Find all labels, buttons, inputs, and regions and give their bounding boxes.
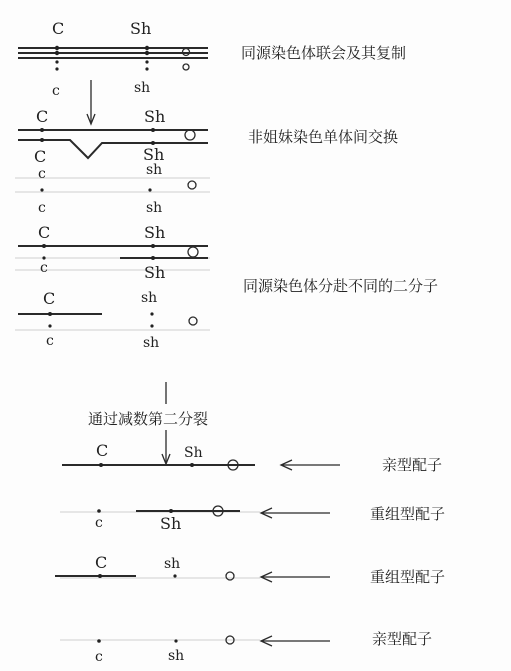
gene-label-Sh: Sh	[144, 107, 166, 126]
gene-label-sh: sh	[141, 290, 158, 306]
centromere	[185, 130, 195, 140]
gene-label-c: c	[95, 515, 103, 531]
caption-gamete3: 重组型配子	[370, 568, 446, 586]
centromere	[188, 181, 196, 189]
gamete-row-2	[95, 505, 445, 533]
caption-crossover: 非姐妹染色单体间交换	[248, 128, 399, 146]
gene-label-C: C	[38, 223, 51, 242]
gene-label-C: C	[95, 553, 108, 572]
gene-label-sh: sh	[146, 162, 163, 178]
gamete-row-1	[62, 441, 442, 474]
gene-label-C: C	[36, 107, 49, 126]
gene-label-sh: sh	[134, 80, 151, 96]
gamete-row-3	[55, 553, 445, 586]
arrow-down-1	[87, 80, 95, 124]
centromere	[189, 317, 197, 325]
gene-label-Sh: Sh	[160, 514, 182, 533]
stage-synapsis	[18, 19, 406, 99]
stage-recombined	[18, 223, 208, 282]
gene-label-sh: sh	[168, 648, 185, 664]
gene-label-c: c	[95, 649, 103, 665]
gene-label-Sh: Sh	[184, 445, 203, 461]
gamete-row-4	[95, 630, 432, 665]
caption-gamete2: 重组型配子	[370, 505, 446, 523]
gene-label-sh: sh	[164, 556, 181, 572]
gene-label-C: C	[43, 289, 56, 308]
gene-label-Sh: Sh	[143, 145, 165, 164]
gene-label-c: c	[46, 333, 54, 349]
centromere	[226, 572, 234, 580]
gene-label-Sh: Sh	[130, 19, 152, 38]
caption-meiosis2: 通过减数第二分裂	[88, 410, 209, 428]
gene-label-C: C	[52, 19, 65, 38]
centromere	[183, 64, 189, 70]
centromere	[188, 247, 198, 257]
gene-label-sh: sh	[143, 335, 160, 351]
caption-gamete1: 亲型配子	[382, 456, 443, 474]
stage-crossover	[18, 107, 398, 216]
gene-label-c: c	[40, 260, 48, 276]
gene-label-c: c	[38, 166, 46, 182]
faint-guides	[15, 178, 260, 640]
caption-separation: 同源染色体分赴不同的二分子	[243, 277, 439, 295]
gene-label-Sh: Sh	[144, 263, 166, 282]
gene-label-C: C	[34, 147, 47, 166]
gene-label-sh: sh	[146, 200, 163, 216]
caption-gamete4: 亲型配子	[372, 630, 433, 648]
gene-label-c: c	[52, 83, 60, 99]
gene-label-C: C	[96, 441, 109, 460]
caption-synapsis: 同源染色体联会及其复制	[241, 44, 407, 62]
gene-label-Sh: Sh	[144, 223, 166, 242]
stage-separation	[18, 277, 438, 351]
gene-label-c: c	[38, 200, 46, 216]
